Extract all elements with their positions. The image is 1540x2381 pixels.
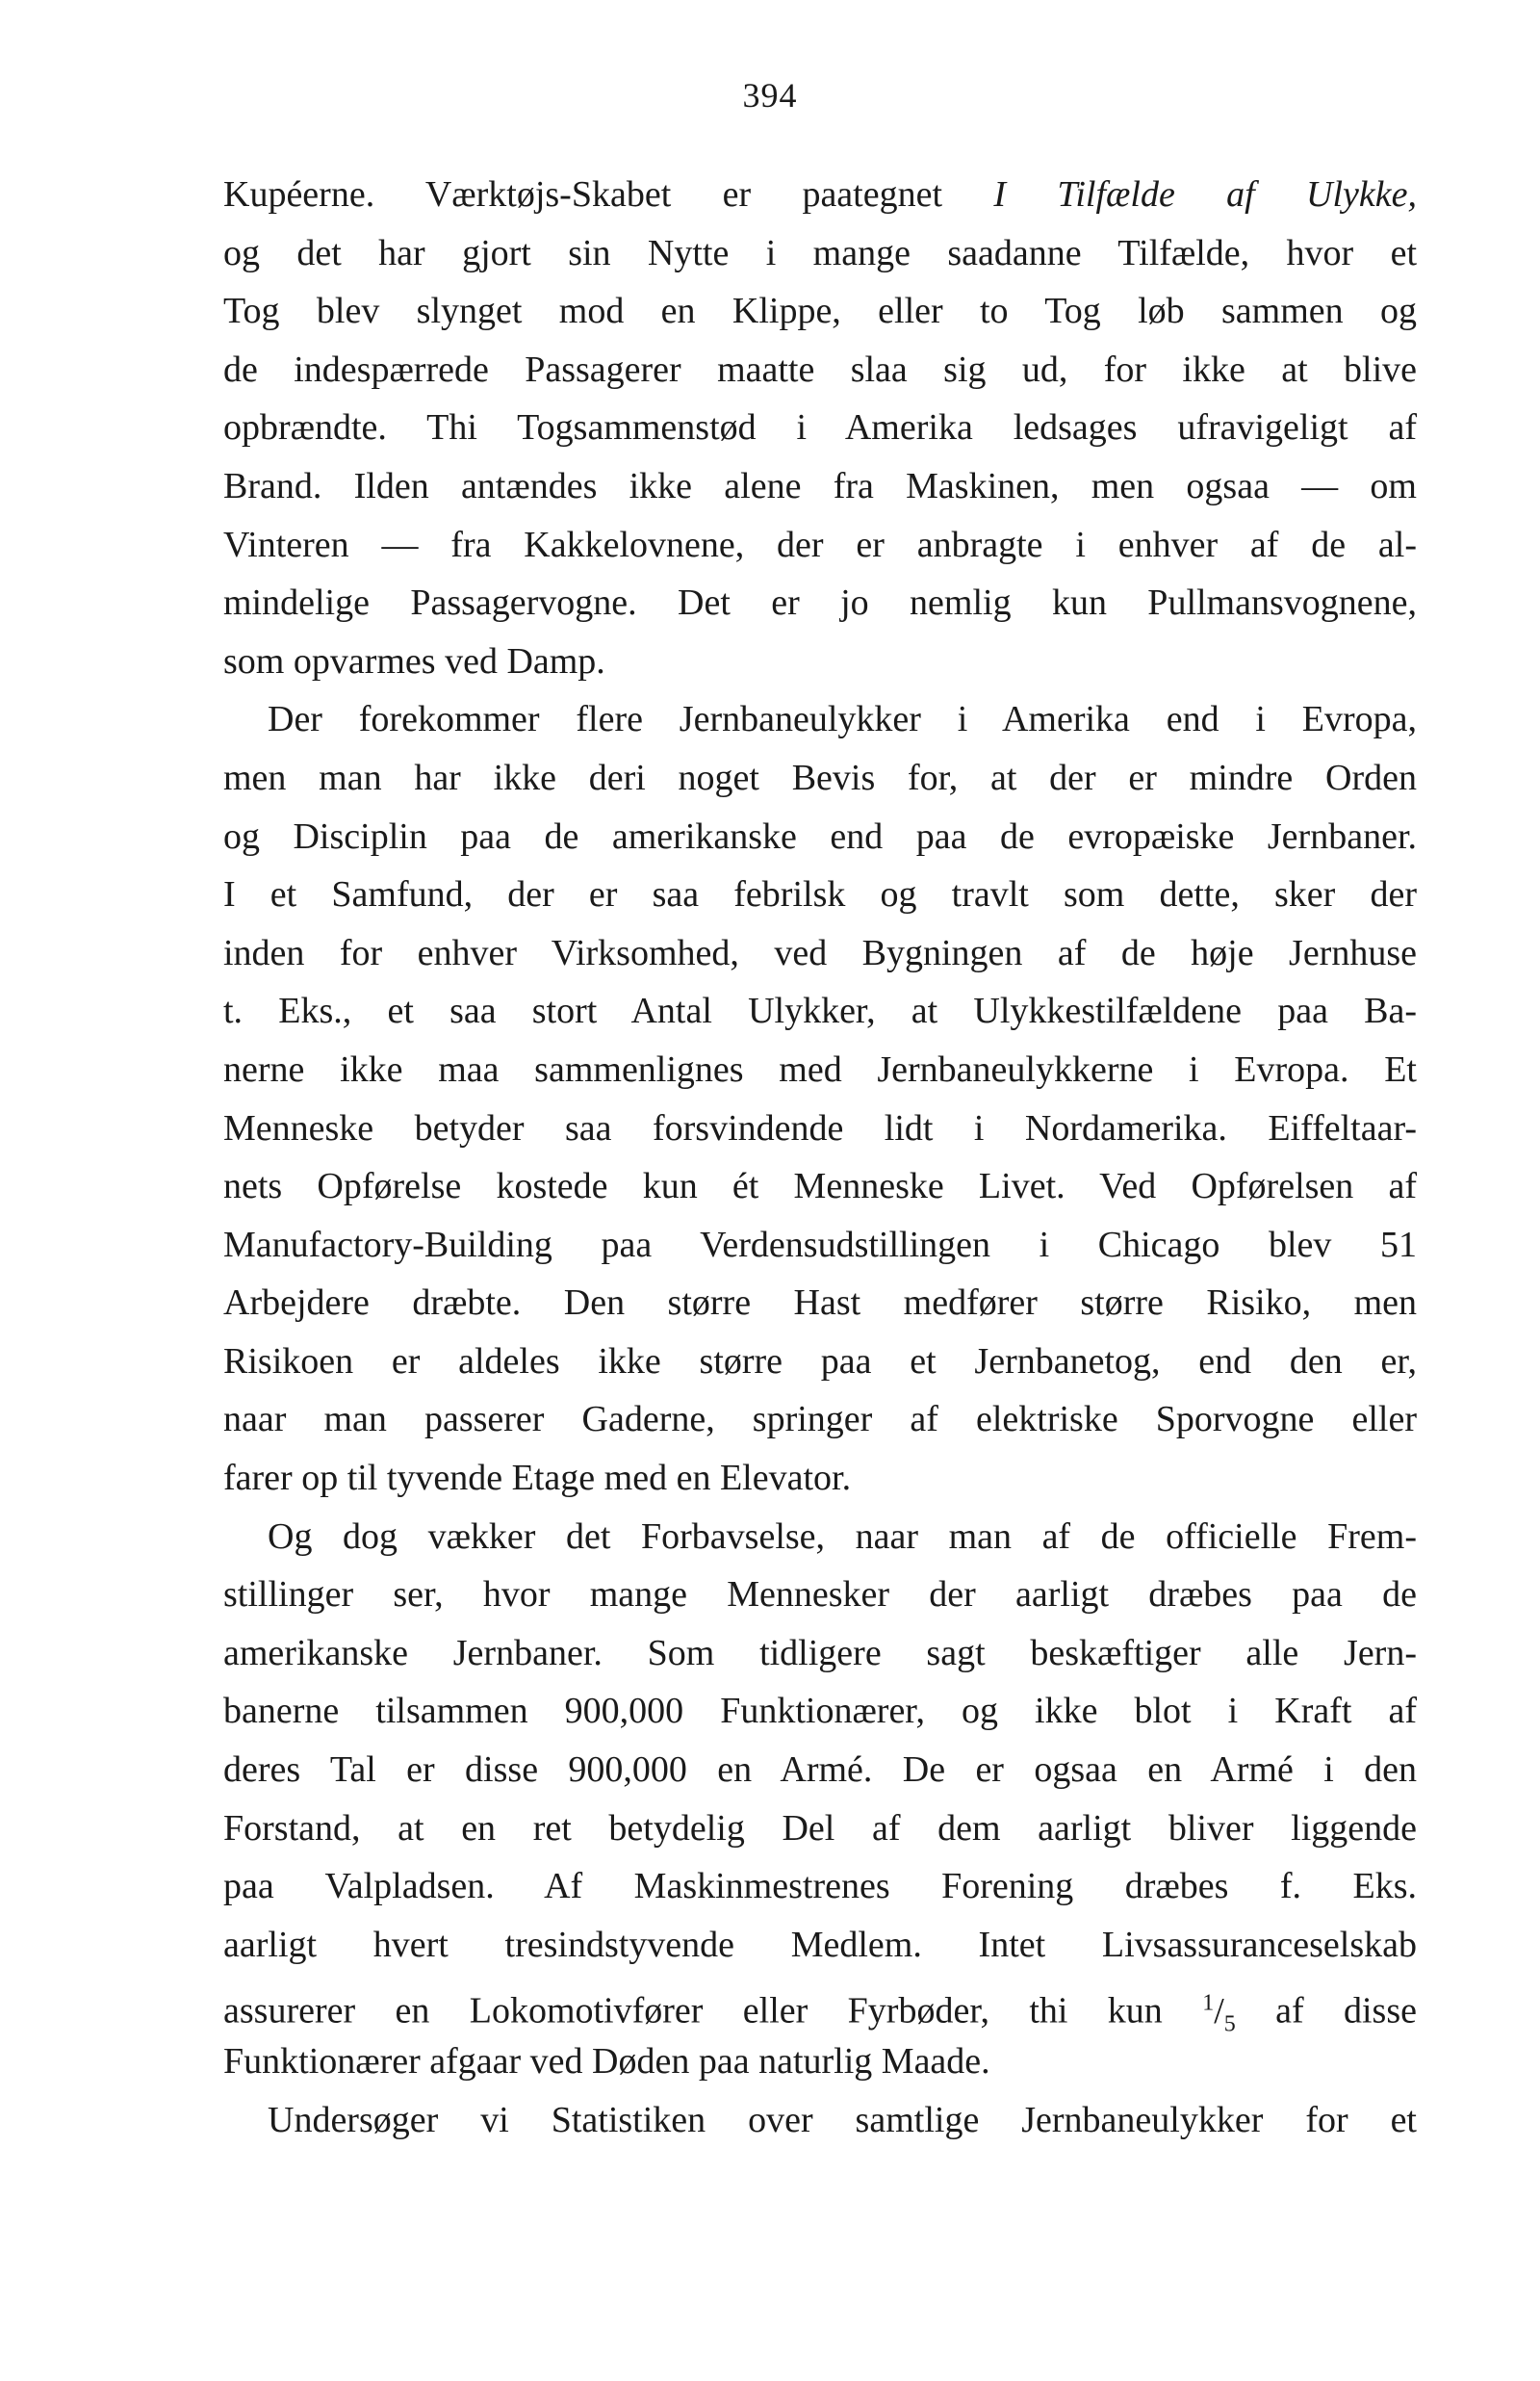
text-line	[223, 166, 1417, 224]
text-line: Forstand, at en ret betydelig Del af dem aarligt bliver liggende	[223, 1807, 1417, 1849]
paragraph-4	[223, 2091, 1417, 2150]
fraction-denominator: 5	[1223, 2011, 1236, 2037]
text-line: paa Valpladsen. Af Maskinmestrenes Forening dræbes f. Eks.	[223, 1866, 1417, 1907]
text-line: Der forekommer flere Jernbaneulykker i Amerika end i Evropa,	[268, 699, 1417, 740]
text-line: og Disciplin paa de amerikanske end paa de evropæiske Jernbaner.	[223, 815, 1417, 857]
text-line: aarligt hvert tresindstyvende Medlem. Intet Livsassuranceselskab	[223, 1924, 1417, 1965]
text-line: Tog blev slynget mod en Klippe, eller to Tog løb sammen og	[223, 291, 1417, 332]
text-line: Vinteren — fra Kakkelovnene, der er anbragte i enhver af de al-	[223, 524, 1417, 565]
text-line: Og dog vækker det Forbavselse, naar man af de officielle Frem-	[268, 1515, 1417, 1557]
text-line: t. Eks., et saa stort Antal Ulykker, at Ulykkestilfældene paa Ba-	[223, 991, 1417, 1032]
text-line: nerne ikke maa sammenlignes med Jernbaneulykkerne i Evropa. Et	[223, 1048, 1417, 1090]
text-line-part: Kupéerne. Værktøjs-Skabet er paategnet	[223, 174, 994, 215]
text-line-part: af disse	[1235, 1991, 1417, 2032]
text-line	[223, 1974, 1417, 2037]
text-line: Manufactory-Building paa Verdensudstillingen i Chicago blev 51	[223, 1224, 1417, 1265]
text-line: I et Samfund, der er saa febrilsk og travlt som dette, sker der	[223, 874, 1417, 916]
fraction: $^1/_5$	[1202, 1990, 1236, 2037]
text-line: Menneske betyder saa forsvindende lidt i Nordamerika. Eiffeltaar-	[223, 1107, 1417, 1149]
text-line: og det har gjort sin Nytte i mange saadanne Tilfælde, hvor et	[223, 232, 1417, 273]
text-line: farer op til tyvende Etage med en Elevator.	[223, 1458, 852, 1499]
page-body	[223, 166, 1417, 2149]
page-number: 394	[742, 76, 798, 115]
text-line: banerne tilsammen 900,000 Funktionærer, og ikke blot i Kraft af	[223, 1691, 1417, 1732]
text-line: inden for enhver Virksomhed, ved Bygningen af de høje Jernhuse	[223, 932, 1417, 973]
italic-text: I Tilfælde af Ulykke,	[993, 174, 1417, 215]
text-line: deres Tal er disse 900,000 en Armé. De er ogsaa en Armé i den	[223, 1749, 1417, 1791]
text-line-part: assurerer en Lokomotivfører eller Fyrbøder, thi kun	[223, 1991, 1203, 2032]
text-line: men man har ikke deri noget Bevis for, at der er mindre Orden	[223, 757, 1417, 798]
text-line: naar man passerer Gaderne, springer af elektriske Sporvogne eller	[223, 1399, 1417, 1440]
text-line: Funktionærer afgaar ved Døden paa naturlig Maade.	[223, 2041, 990, 2082]
text-line: amerikanske Jernbaner. Som tidligere sagt beskæftiger alle Jern-	[223, 1632, 1417, 1673]
text-line: opbrændte. Thi Togsammenstød i Amerika ledsages ufravigeligt af	[223, 407, 1417, 449]
text-line: stillinger ser, hvor mange Mennesker der aarligt dræbes paa de	[223, 1574, 1417, 1616]
paragraph-2	[223, 690, 1417, 1507]
text-line: som opvarmes ved Damp.	[223, 640, 605, 682]
text-line: Arbejdere dræbte. Den større Hast medfører større Risiko, men	[223, 1282, 1417, 1324]
paragraph-1	[223, 166, 1417, 690]
text-line: mindelige Passagervogne. Det er jo nemlig kun Pullmansvognene,	[223, 582, 1417, 624]
paragraph-3	[223, 1508, 1417, 2091]
text-line: nets Opførelse kostede kun ét Menneske Livet. Ved Opførelsen af	[223, 1166, 1417, 1207]
text-line: de indespærrede Passagerer maatte slaa sig ud, for ikke at blive	[223, 349, 1417, 390]
text-line: Risikoen er aldeles ikke større paa et Jernbanetog, end den er,	[223, 1340, 1417, 1382]
fraction-numerator: 1	[1202, 1990, 1215, 2016]
text-line: Brand. Ilden antændes ikke alene fra Maskinen, men ogsaa — om	[223, 465, 1417, 506]
text-line: Undersøger vi Statistiken over samtlige Jernbaneulykker for et	[268, 2099, 1417, 2140]
